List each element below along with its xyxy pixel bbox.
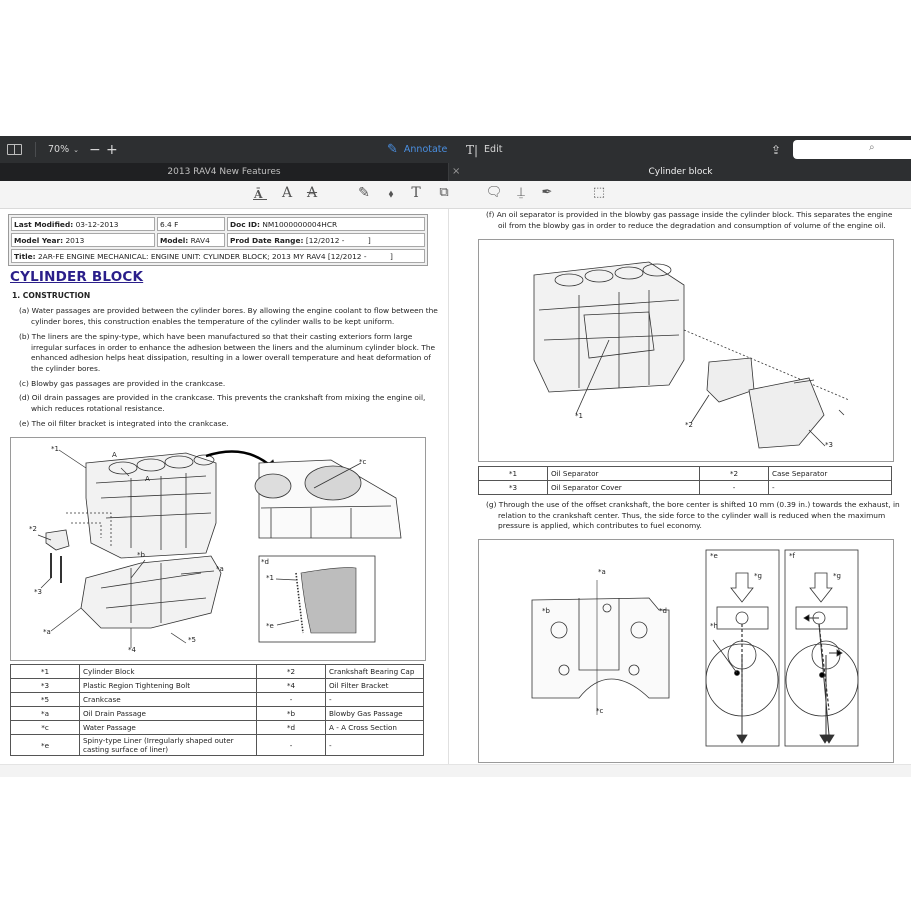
- doc-id-label: Doc ID:: [230, 219, 261, 229]
- legend-description: Crankcase: [80, 693, 257, 707]
- legend-row: [11, 665, 424, 679]
- shapes-icon[interactable]: ⧉: [439, 185, 449, 200]
- version-value: 6.4 F: [160, 219, 179, 229]
- figure-label: *1: [266, 574, 274, 582]
- figure-label: *3: [34, 588, 42, 596]
- legend-key: *c: [11, 721, 80, 735]
- legend-key: *1: [11, 665, 80, 679]
- annotate-label: Annotate: [403, 144, 448, 155]
- figure-label: *4: [128, 646, 136, 654]
- legend-key: *5: [11, 693, 80, 707]
- share-button[interactable]: [771, 136, 781, 163]
- text-strikethrough-icon[interactable]: A: [306, 185, 318, 201]
- sidebar-toggle-button[interactable]: [7, 136, 23, 163]
- figure-label: *c: [596, 707, 604, 715]
- share-icon: ⇪: [771, 142, 782, 157]
- legend-description: -: [326, 693, 424, 707]
- figure-label: *d: [261, 558, 269, 566]
- legend-key: -: [257, 693, 326, 707]
- svg-text:Ā: Ā: [254, 188, 263, 200]
- legend-key: *3: [479, 481, 548, 495]
- paragraph-c: (c) Blowby gas passages are provided in the crankcase.: [19, 379, 226, 388]
- toolbar-divider: [35, 142, 36, 157]
- right-legend-table: [478, 466, 892, 495]
- model-year-label: Model Year:: [14, 235, 64, 245]
- figure-label: *h: [710, 622, 718, 630]
- legend-row: [479, 481, 892, 495]
- legend-description: Oil Drain Passage: [80, 707, 257, 721]
- legend-description: Blowby Gas Passage: [326, 707, 424, 721]
- legend-key: -: [257, 735, 326, 756]
- legend-row: [479, 467, 892, 481]
- left-document-page: [0, 209, 449, 764]
- main-toolbar: [0, 136, 911, 163]
- figure-label: *b: [137, 551, 145, 559]
- figure-label: *g: [754, 572, 762, 580]
- note-icon[interactable]: 🗨: [485, 185, 503, 200]
- cylinder-block-exploded-figure: [10, 437, 426, 661]
- last-modified-label: Last Modified:: [14, 219, 74, 229]
- engine-diagram-drawing: [11, 438, 425, 660]
- paragraph-a: (a) Water passages are provided between the cylinder bores. By allowing the engine coolant to flow between the cylinder bores, this construction enables the temperature of the cylinder walls to be kept uniform.: [19, 306, 438, 326]
- eraser-icon[interactable]: ⬧: [388, 187, 394, 200]
- legend-key: *a: [11, 707, 80, 721]
- legend-description: Oil Separator Cover: [548, 481, 700, 495]
- zoom-dropdown[interactable]: [48, 136, 79, 163]
- selection-icon[interactable]: ⬚: [592, 185, 606, 200]
- paragraph-e: (e) The oil filter bracket is integrated into the crankcase.: [19, 419, 229, 428]
- legend-description: Case Separator: [769, 467, 892, 481]
- model-label: Model:: [160, 235, 189, 245]
- doc-id-value: NM1000000004HCR: [262, 219, 338, 229]
- legend-key: *1: [479, 467, 548, 481]
- text-tool-icon[interactable]: T: [411, 185, 421, 201]
- figure-label: *e: [266, 622, 274, 630]
- section-heading: 1. CONSTRUCTION: [12, 291, 91, 300]
- model-year-value: 2013: [65, 235, 85, 245]
- figure-label: *a: [598, 568, 606, 576]
- edit-label: Edit: [484, 144, 503, 155]
- paragraph-d: (d) Oil drain passages are provided in the crankcase. This prevents the crankshaft from mixing the engine oil, which reduces rotational resistance.: [19, 393, 426, 413]
- pencil-icon[interactable]: ✎: [358, 185, 370, 201]
- search-input[interactable]: [793, 140, 911, 159]
- legend-row: [11, 707, 424, 721]
- tab-2013-rav4-new-features[interactable]: 2013 RAV4 New Features: [167, 167, 281, 177]
- figure-label: *3: [825, 441, 833, 449]
- search-icon: ⌕: [869, 142, 875, 153]
- zoom-level: 70%: [48, 144, 70, 155]
- figure-label: *g: [833, 572, 841, 580]
- prod-date-label: Prod Date Range:: [230, 235, 304, 245]
- figure-label: *a: [216, 565, 224, 573]
- legend-key: *4: [257, 679, 326, 693]
- legend-description: A - A Cross Section: [326, 721, 424, 735]
- paragraph-g: (g) Through the use of the offset crankshaft, the bore center is shifted 10 mm (0.39 in.) towards the exhaust, in relation to the crankshaft center. Thus, the side force to the cylinder wall is reduced when the maximum pressure is applied, which contributes to fuel economy.: [486, 500, 900, 530]
- legend-row: [11, 735, 424, 756]
- annotation-toolbar: [0, 181, 911, 209]
- oil-separator-figure: [478, 239, 894, 462]
- legend-description: Cylinder Block: [80, 665, 257, 679]
- legend-description: Oil Filter Bracket: [326, 679, 424, 693]
- stamp-icon[interactable]: ⍊: [517, 185, 525, 200]
- figure-label: *1: [575, 412, 583, 420]
- document-tabs: [0, 163, 911, 181]
- chevron-down-icon: ⌄: [73, 145, 79, 154]
- legend-key: *d: [257, 721, 326, 735]
- legend-key: *2: [257, 665, 326, 679]
- figure-label: A: [145, 475, 150, 483]
- annotate-button[interactable]: [387, 136, 447, 163]
- paragraph-f: (f) An oil separator is provided in the blowby gas passage inside the cylinder block. This separates the engine oil from the blowby gas in order to reduce the degradation and consumption of volume of the engine oil.: [486, 210, 893, 230]
- legend-key: *3: [11, 679, 80, 693]
- legend-description: -: [769, 481, 892, 495]
- text-highlight-icon[interactable]: [251, 187, 269, 203]
- figure-label: *b: [542, 607, 550, 615]
- figure-label: *1: [51, 445, 59, 453]
- signature-icon[interactable]: ✒: [541, 185, 553, 200]
- tab-cylinder-block[interactable]: Cylinder block: [448, 163, 911, 181]
- pen-icon: ✎: [387, 142, 398, 157]
- legend-row: [11, 693, 424, 707]
- page-bottom-edge: [0, 764, 911, 777]
- page-heading: CYLINDER BLOCK: [10, 269, 144, 285]
- legend-description: Spiny-type Liner (Irregularly shaped outer casting surface of liner): [80, 735, 257, 756]
- figure-label: *e: [710, 552, 718, 560]
- figure-label: A: [112, 451, 117, 459]
- last-modified-value: 03-12-2013: [75, 219, 119, 229]
- figure-label: *2: [29, 525, 37, 533]
- zoom-out-button[interactable]: −: [89, 141, 101, 158]
- figure-label: *a: [43, 628, 51, 636]
- figure-label: *5: [188, 636, 196, 644]
- figure-label: *f: [789, 552, 795, 560]
- title-label: Title:: [14, 251, 36, 261]
- legend-row: [11, 679, 424, 693]
- sidebar-toggle-icon: [7, 144, 22, 155]
- offset-crankshaft-figure: [478, 539, 894, 763]
- figure-label: *2: [685, 421, 693, 429]
- left-legend-body: [11, 665, 424, 756]
- legend-description: Plastic Region Tightening Bolt: [80, 679, 257, 693]
- pdf-viewer-window: [0, 136, 911, 776]
- edit-button[interactable]: [466, 136, 502, 163]
- legend-key: *2: [700, 467, 769, 481]
- close-tab-icon[interactable]: ×: [452, 166, 461, 177]
- legend-key: *b: [257, 707, 326, 721]
- legend-key: -: [700, 481, 769, 495]
- right-document-page: [449, 209, 911, 764]
- text-cursor-icon: T|: [466, 142, 479, 157]
- right-legend-body: [479, 467, 892, 495]
- legend-description: Water Passage: [80, 721, 257, 735]
- zoom-in-button[interactable]: +: [106, 141, 118, 158]
- figure-label: *d: [659, 607, 667, 615]
- offset-crankshaft-drawing: [479, 540, 893, 762]
- left-legend-table: [10, 664, 424, 756]
- legend-description: -: [326, 735, 424, 756]
- title-value: 2AR-FE ENGINE MECHANICAL: ENGINE UNIT: CYLINDER BLOCK; 2013 MY RAV4 [12/2012 - ]: [37, 251, 393, 261]
- text-underline-icon[interactable]: A: [281, 185, 293, 201]
- document-header-table: [8, 214, 428, 266]
- legend-key: *e: [11, 735, 80, 756]
- model-value: RAV4: [190, 235, 210, 245]
- paragraph-b: (b) The liners are the spiny-type, which have been manufactured so that their casting exteriors form large irregular surfaces in order to enhance the adhesion between the liners and the aluminum cylinder block. The enhanced adhesion helps heat dissipation, resulting in a lower overall temperature and heat deformation of the cylinder bores.: [19, 332, 436, 373]
- legend-row: [11, 721, 424, 735]
- legend-description: Crankshaft Bearing Cap: [326, 665, 424, 679]
- prod-date-value: [12/2012 - ]: [305, 235, 371, 245]
- figure-label: *c: [359, 458, 367, 466]
- legend-description: Oil Separator: [548, 467, 700, 481]
